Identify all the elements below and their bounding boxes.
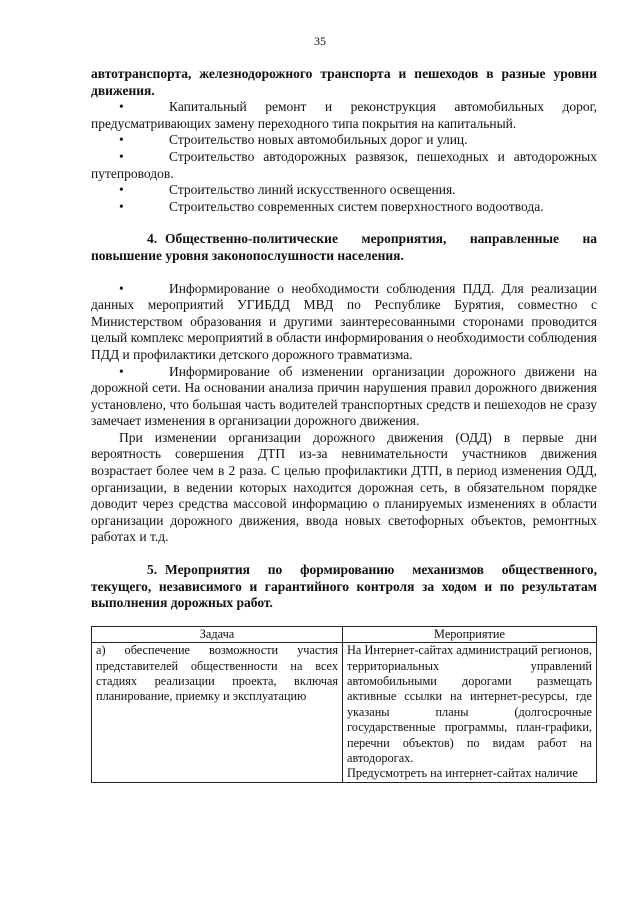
section-4-number: 4.: [147, 231, 158, 247]
body-paragraph: При изменении организации дорожного движения (ОДД) в первые дни вероятность совершения ДТП из-за невнимательности участников движения возрастает более чем в 2 раза. С целью профилактики ДТП, в период изменения ОДД, организации, в ведении которых находится дорожная сеть, в обязательном порядке доводит через средства массовой информацию о планируемых изменениях в области организации дорожного движения, ввода новых светофорных объектов, ремонтных работах и т.д.: [91, 429, 597, 545]
bullet-item: • Капитальный ремонт и реконструкция автомобильных дорог, предусматривающих замену переходного типа покрытия на капитальный.: [91, 99, 597, 131]
table-header-task: Задача: [92, 626, 343, 642]
section-4-title: Общественно-политические мероприятия, направленные на повышение уровня законопослушности населения.: [91, 231, 597, 263]
bullet-dot: •: [119, 132, 124, 148]
table-header-row: [92, 626, 597, 642]
page-number: 35: [314, 34, 326, 48]
control-measures-table: [91, 626, 597, 783]
measure-text-1: На Интернет-сайтах администраций регионов, территориальных управлений автомобильными дорогами размещать активные ссылки на интернет-ресурсы, где указаны планы (долгосрочные государственные программы, план-графики, перечни объектов) по видам работ на автодорогах.: [347, 643, 592, 766]
measure-text-2: Предусмотреть на интернет-сайтах наличие: [347, 766, 578, 781]
page-content: [91, 66, 597, 783]
table-header-measure: Мероприятие: [343, 626, 597, 642]
section-5-heading: [91, 562, 597, 612]
section-5-number: 5.: [147, 562, 158, 578]
bullet-item: • Информирование о необходимости соблюдения ПДД. Для реализации данных мероприятий УГИБДД МВД по Республике Бурятия, совместно с Министерством образования и другими заинтересованными сторонами проводится целый комплекс мероприятий в области информирования о необходимости соблюдения ПДД и профилактики детского дорожного травматизма.: [91, 280, 597, 362]
bullet-item: • Строительство новых автомобильных дорог и улиц.: [119, 132, 468, 148]
table-cell-measure: [343, 643, 597, 783]
bullet-dot: •: [119, 198, 124, 214]
bullet-item: • Строительство автодорожных развязок, пешеходных и автодорожных путепроводов.: [91, 148, 597, 181]
bullet-item: • Строительство линий искусственного освещения.: [119, 182, 456, 198]
bullet-dot: •: [119, 363, 124, 379]
table-cell-task: а) обеспечение возможности участия представителей общественности на всех стадиях реализации проекта, включая планирование, приемку и эксплуатацию: [92, 643, 343, 783]
table-row: [92, 643, 597, 783]
bullet-dot: •: [119, 182, 124, 198]
section-5-title: Мероприятия по формированию механизмов общественного, текущего, независимого и гарантийного контроля за ходом и по результатам выполнения дорожных работ.: [91, 562, 597, 611]
section-4-heading: [91, 231, 597, 264]
bullet-item: • Строительство современных систем поверхностного водоотвода.: [119, 198, 544, 214]
bullet-dot: •: [119, 148, 124, 164]
intro-bold-text: автотранспорта, железнодорожного транспорта и пешеходов в разные уровни движения.: [91, 66, 597, 98]
bullet-item: • Информирование об изменении организации дорожного движени на дорожной сети. На основании анализа причин нарушения правил дорожного движения установлено, что большая часть водителей транспортных средств и пешеходов не сразу замечает изменения в организации дорожного движения.: [91, 363, 597, 429]
bullet-dot: •: [119, 99, 124, 115]
bullet-dot: •: [119, 280, 124, 296]
